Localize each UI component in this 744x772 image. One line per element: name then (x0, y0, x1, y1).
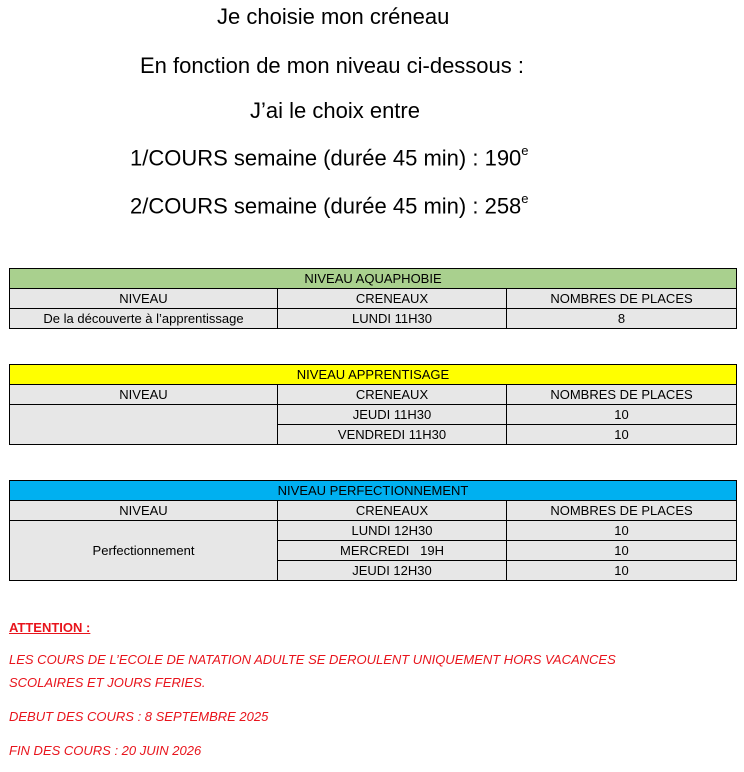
col-header-niveau: NIVEAU (10, 385, 278, 405)
col-header-creneaux: CRENEAUX (278, 501, 507, 521)
creneau-cell: MERCREDI 19H (278, 541, 507, 561)
attention-heading: ATTENTION : (9, 620, 91, 635)
price-1-cours (130, 145, 529, 171)
col-header-places: NOMBRES DE PLACES (507, 385, 737, 405)
niveau-cell (10, 405, 278, 445)
niveau-cell: Perfectionnement (10, 521, 278, 581)
places-cell: 10 (507, 541, 737, 561)
col-header-niveau: NIVEAU (10, 289, 278, 309)
price-1-sup: e (521, 143, 529, 158)
creneau-cell: LUNDI 12H30 (278, 521, 507, 541)
price-2-cours (130, 193, 529, 219)
table-row (10, 405, 737, 425)
col-header-niveau: NIVEAU (10, 501, 278, 521)
creneau-cell: VENDREDI 11H30 (278, 425, 507, 445)
places-cell: 8 (507, 309, 737, 329)
niveau-cell: De la découverte à l’apprentissage (10, 309, 278, 329)
table-title: NIVEAU PERFECTIONNEMENT (10, 481, 737, 501)
intro-line-1: Je choisie mon créneau (217, 4, 450, 29)
col-header-places: NOMBRES DE PLACES (507, 289, 737, 309)
intro-line-3: J’ai le choix entre (250, 98, 420, 123)
price-2-text: 2/COURS semaine (durée 45 min) : 258 (130, 193, 522, 219)
creneau-cell: JEUDI 11H30 (278, 405, 507, 425)
table-aquaphobie (9, 268, 737, 329)
places-cell: 10 (507, 561, 737, 581)
fin-cours: FIN DES COURS : 20 JUIN 2026 (9, 743, 202, 758)
col-header-creneaux: CRENEAUX (278, 289, 507, 309)
intro-line-2: En fonction de mon niveau ci-dessous : (140, 53, 525, 78)
table-row (10, 309, 737, 329)
table-title: NIVEAU AQUAPHOBIE (10, 269, 737, 289)
debut-cours: DEBUT DES COURS : 8 SEPTEMBRE 2025 (9, 709, 269, 724)
col-header-places: NOMBRES DE PLACES (507, 501, 737, 521)
table-perfectionnement (9, 480, 737, 581)
places-cell: 10 (507, 425, 737, 445)
table-row (10, 521, 737, 541)
price-1-text: 1/COURS semaine (durée 45 min) : 190 (130, 145, 522, 171)
creneau-cell: LUNDI 11H30 (278, 309, 507, 329)
note-line-2: SCOLAIRES ET JOURS FERIES. (9, 675, 206, 690)
note-line-1: LES COURS DE L’ECOLE DE NATATION ADULTE SE DEROULENT UNIQUEMENT HORS VACANCES (9, 652, 616, 667)
table-title: NIVEAU APPRENTISAGE (10, 365, 737, 385)
table-apprentisage (9, 364, 737, 445)
col-header-creneaux: CRENEAUX (278, 385, 507, 405)
places-cell: 10 (507, 521, 737, 541)
creneau-cell: JEUDI 12H30 (278, 561, 507, 581)
places-cell: 10 (507, 405, 737, 425)
price-2-sup: e (521, 191, 529, 206)
